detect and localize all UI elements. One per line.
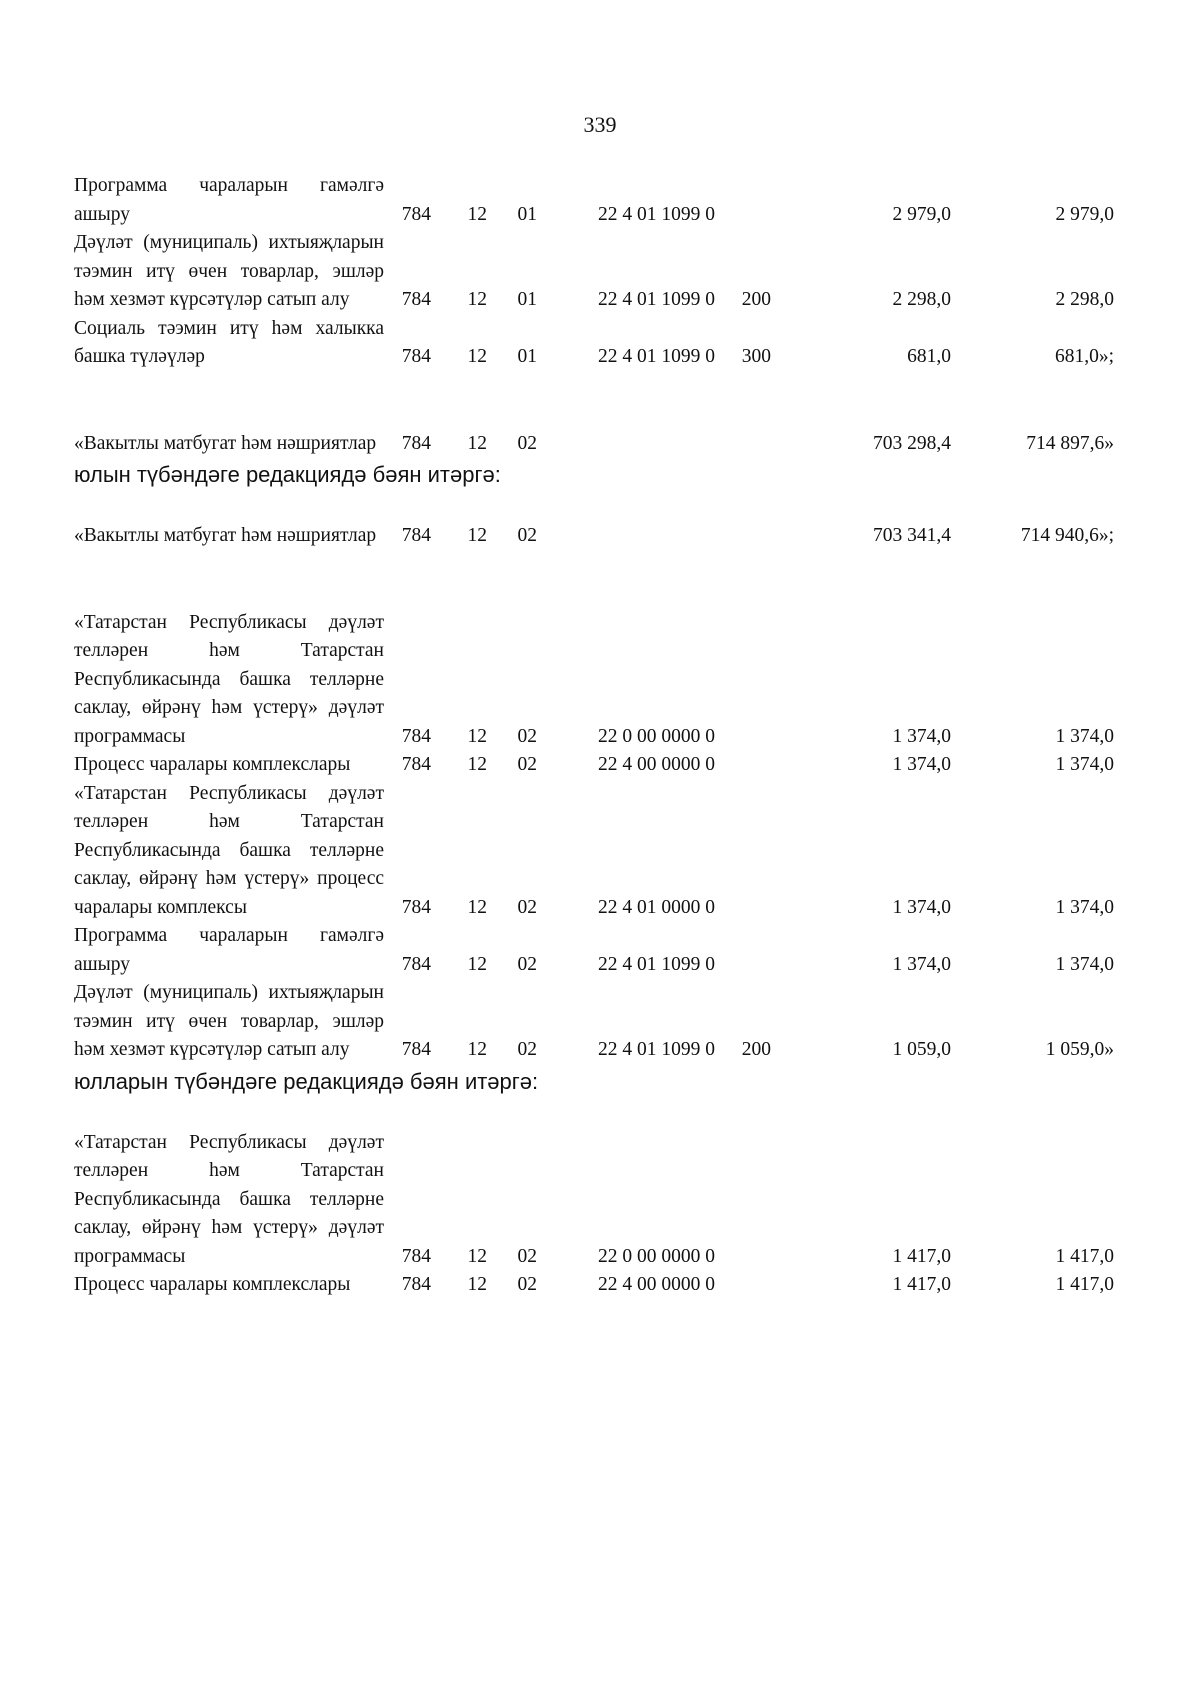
section-code: 12 (467, 953, 487, 975)
table-row (74, 609, 1134, 752)
amount-year-1: 681,0 (907, 346, 951, 367)
amount-year-2: 1 374,0 (1055, 896, 1114, 918)
amount-year-1: 1 417,0 (892, 1245, 951, 1267)
target-article-code: 22 0 00 0000 0 (598, 725, 715, 747)
table-row (74, 229, 1134, 315)
target-article-code: 22 4 00 0000 0 (598, 1274, 715, 1295)
table-row (74, 315, 1134, 372)
section-code: 12 (467, 346, 487, 367)
amount-year-2: 2 979,0 (1055, 203, 1114, 225)
ministry-code: 784 (401, 1274, 431, 1295)
ministry-code: 784 (401, 1245, 431, 1267)
amount-year-1: 1 374,0 (892, 725, 951, 747)
row-description: Дәүләт (муниципаль) ихтыяҗларын тәэмин итү өчен товарлар, эшләр һәм хезмәт күрсәтүләр сатып алу (74, 982, 384, 1060)
table-block (74, 522, 1134, 551)
table-row (74, 1271, 1134, 1300)
row-description: Программа чараларын гамәлгә ашыру (74, 925, 384, 975)
target-article-code: 22 4 01 1099 0 (598, 289, 715, 310)
table-row (74, 979, 1134, 1065)
subsection-code: 01 (517, 203, 537, 225)
target-article-code: 22 4 01 0000 0 (598, 896, 715, 918)
row-description: Дәүләт (муниципаль) ихтыяҗларын тәэмин итү өчен товарлар, эшләр һәм хезмәт күрсәтүләр сатып алу (74, 232, 384, 310)
amount-year-1: 1 374,0 (892, 896, 951, 918)
expense-type-code: 200 (741, 289, 771, 310)
section-code: 12 (467, 203, 487, 225)
table-block (74, 1129, 1134, 1300)
amount-year-1: 2 298,0 (892, 289, 951, 310)
row-description: «Татарстан Республикасы дәүләт телләрен һәм Татарстан Республикасында башка телләрне саклау, өйрәнү һәм үстерү» дәүләт программасы (74, 611, 384, 747)
subsection-code: 02 (517, 725, 537, 747)
table-row (74, 751, 1134, 780)
subsection-code: 02 (517, 953, 537, 975)
target-article-code: 22 4 00 0000 0 (598, 754, 715, 775)
section-code: 12 (467, 1245, 487, 1267)
section-code: 12 (467, 754, 487, 775)
ministry-code: 784 (401, 953, 431, 975)
amount-year-2: 1 417,0 (1055, 1274, 1114, 1295)
amount-year-1: 1 374,0 (892, 953, 951, 975)
ministry-code: 784 (401, 346, 431, 367)
section-code: 12 (467, 896, 487, 918)
row-description: «Татарстан Республикасы дәүләт телләрен һәм Татарстан Республикасында башка телләрне саклау, өйрәнү һәм үстерү» процесс чаралары комплексы (74, 782, 384, 918)
expense-type-code: 300 (741, 346, 771, 367)
table-row (74, 922, 1134, 979)
table-block (74, 172, 1134, 372)
ministry-code: 784 (401, 525, 431, 546)
subsection-code: 02 (517, 432, 537, 454)
expense-type-code: 200 (741, 1039, 771, 1060)
ministry-code: 784 (401, 203, 431, 225)
ministry-code: 784 (401, 1039, 431, 1060)
row-description: «Татарстан Республикасы дәүләт телләрен һәм Татарстан Республикасында башка телләрне саклау, өйрәнү һәм үстерү» дәүләт программасы (74, 1131, 384, 1267)
ministry-code: 784 (401, 754, 431, 775)
subsection-code: 01 (517, 346, 537, 367)
amount-year-1: 1 417,0 (892, 1274, 951, 1295)
ministry-code: 784 (401, 432, 431, 454)
amount-year-1: 2 979,0 (892, 203, 951, 225)
amount-year-1: 703 341,4 (873, 525, 951, 546)
subsection-code: 01 (517, 289, 537, 310)
amount-year-2: 1 374,0 (1055, 953, 1114, 975)
amount-year-2: 681,0»; (1054, 346, 1114, 367)
subsection-code: 02 (517, 754, 537, 775)
section-code: 12 (467, 1039, 487, 1060)
target-article-code: 22 4 01 1099 0 (598, 346, 715, 367)
target-article-code: 22 4 01 1099 0 (598, 203, 715, 225)
table-row (74, 1129, 1134, 1272)
amount-year-2: 1 059,0» (1045, 1039, 1114, 1060)
table-row (74, 522, 1134, 551)
table-block (74, 430, 1134, 491)
section-code: 12 (467, 1274, 487, 1295)
table-row (74, 430, 1134, 459)
page-number: 339 (583, 112, 617, 137)
subsection-code: 02 (517, 1245, 537, 1267)
subsection-code: 02 (517, 525, 537, 546)
amount-year-2: 2 298,0 (1055, 289, 1114, 310)
amount-year-2: 714 940,6»; (1020, 525, 1114, 546)
row-description: «Вакытлы матбугат һәм нәшриятлар (74, 525, 377, 546)
table-row (74, 172, 1134, 229)
section-code: 12 (467, 289, 487, 310)
amount-year-2: 1 374,0 (1055, 725, 1114, 747)
section-code: 12 (467, 432, 487, 454)
row-description: Программа чараларын гамәлгә ашыру (74, 175, 384, 225)
document-content (74, 172, 1134, 1300)
amount-year-1: 703 298,4 (873, 432, 951, 454)
table-block (74, 609, 1134, 1097)
row-description: Социаль тәэмин итү һәм халыкка башка түләүләр (74, 317, 384, 367)
row-description: Процесс чаралары комплекслары (74, 1274, 351, 1295)
amount-year-2: 1 417,0 (1055, 1245, 1114, 1267)
subsection-code: 02 (517, 896, 537, 918)
amendment-instruction: юлын түбәндәге редакциядә бәян итәргә: (74, 462, 501, 487)
target-article-code: 22 4 01 1099 0 (598, 1039, 715, 1060)
target-article-code: 22 4 01 1099 0 (598, 953, 715, 975)
amount-year-2: 1 374,0 (1055, 754, 1114, 775)
amendment-instruction: юлларын түбәндәге редакциядә бәян итәргә: (74, 1068, 539, 1094)
ministry-code: 784 (401, 896, 431, 918)
amount-year-1: 1 374,0 (892, 754, 951, 775)
section-code: 12 (467, 525, 487, 546)
amount-year-2: 714 897,6» (1026, 432, 1114, 454)
target-article-code: 22 0 00 0000 0 (598, 1245, 715, 1267)
row-description: Процесс чаралары комплекслары (74, 754, 351, 775)
subsection-code: 02 (517, 1274, 537, 1295)
section-code: 12 (467, 725, 487, 747)
amount-year-1: 1 059,0 (892, 1039, 951, 1060)
table-row (74, 780, 1134, 923)
ministry-code: 784 (401, 725, 431, 747)
subsection-code: 02 (517, 1039, 537, 1060)
row-description: «Вакытлы матбугат һәм нәшриятлар (74, 432, 377, 454)
ministry-code: 784 (401, 289, 431, 310)
